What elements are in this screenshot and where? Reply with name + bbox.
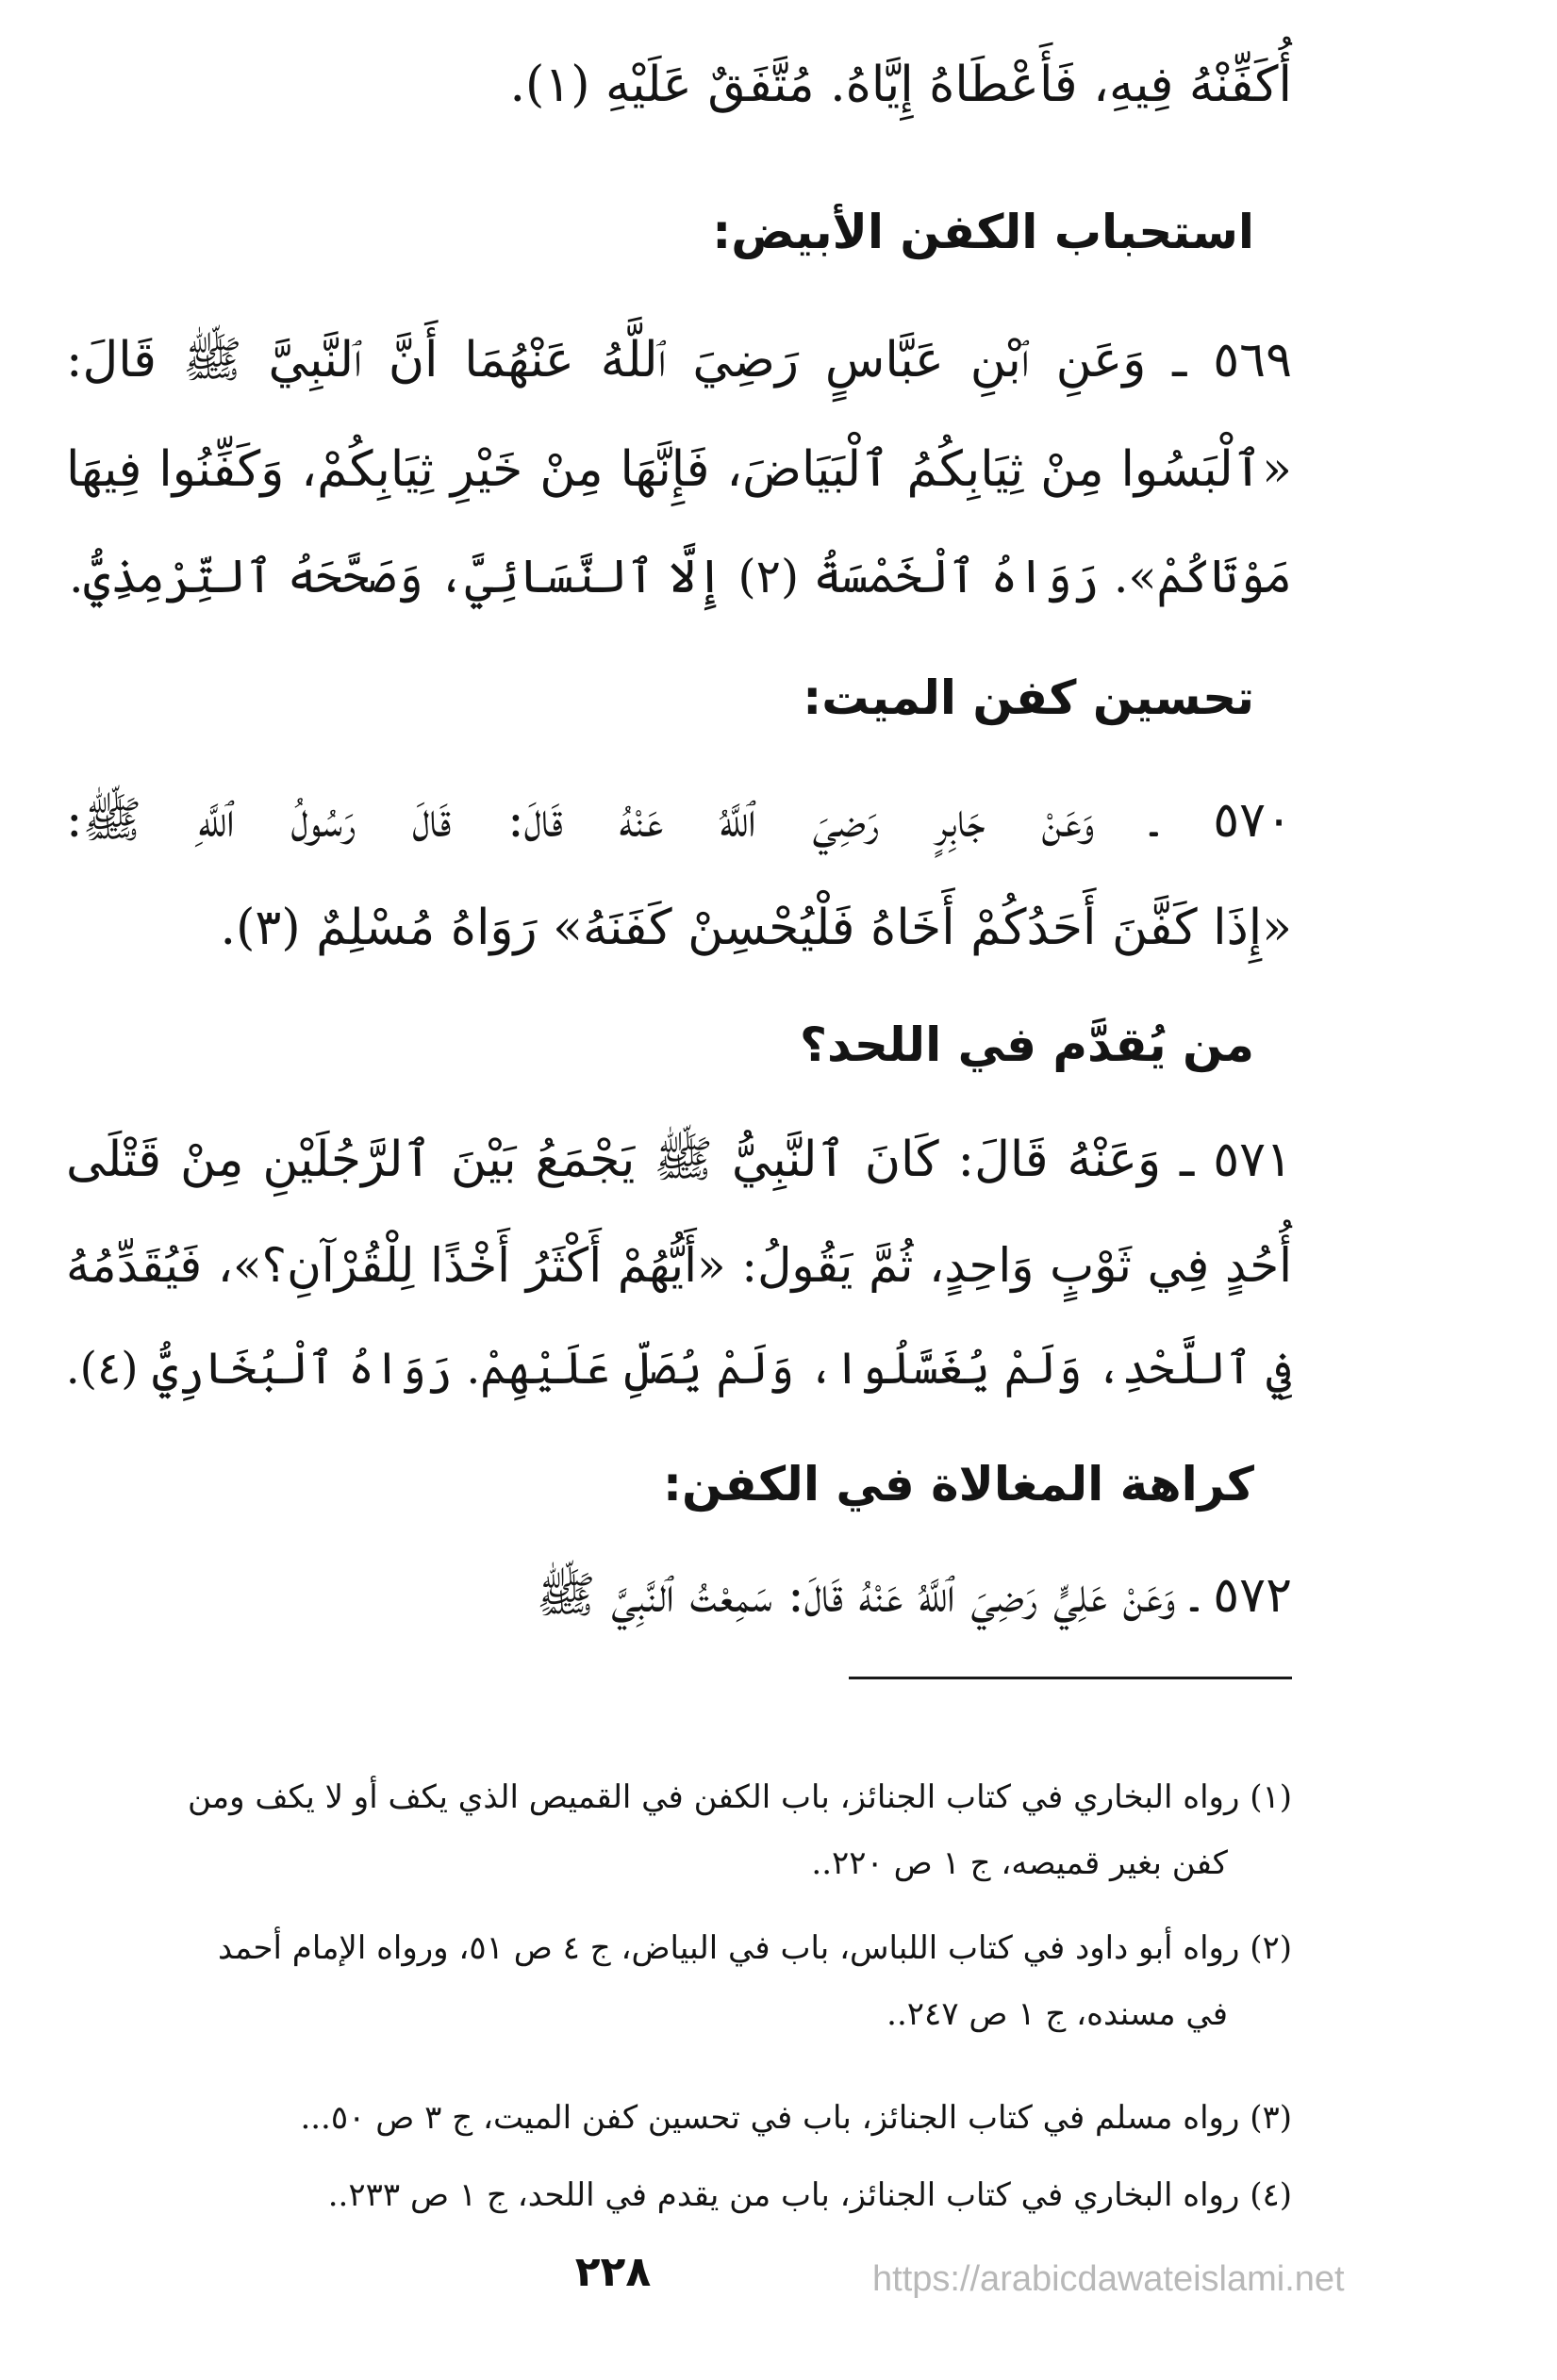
footnote-divider <box>849 1677 1292 1679</box>
text-line: مَوْتَاكُمْ». رَوَاهُ ٱلْخَمْسَةُ (٢) إِلَّا ٱلنَّسَائِيَّ، وَصَحَّحَهُ ٱلتِّرْمِذِيُّ. <box>68 550 1292 603</box>
footnote-3: (٣) رواه مسلم في كتاب الجنائز، باب في تحسين كفن الميت، ج ٣ ص ٥٠... <box>300 2099 1292 2137</box>
page-number: ٢٢٨ <box>574 2248 652 2296</box>
footnote-1-continuation: كفن بغير قميصه، ج ١ ص ٢٢٠.. <box>811 1844 1228 1882</box>
footnote-1: (١) رواه البخاري في كتاب الجنائز، باب الكفن في القميص الذي يكف أو لا يكف ومن <box>188 1778 1292 1816</box>
text-line: أُحُدٍ فِي ثَوْبٍ وَاحِدٍ، ثُمَّ يَقُولُ: «أَيُّهُمْ أَكْثَرُ أَخْذًا لِلْقُرْآنِ؟»، فَيُقَدِّمُهُ <box>66 1238 1292 1293</box>
section-heading: استحباب الكفن الأبيض: <box>712 205 1254 259</box>
footnote-2: (٢) رواه أبو داود في كتاب اللباس، باب في البياض، ج ٤ ص ٥١، ورواه الإمام أحمد <box>218 1929 1292 1967</box>
text-line: فِي ٱللَّحْدِ، وَلَمْ يُغَسَّلُوا، وَلَمْ يُصَلِّ عَلَيْهِمْ. رَوَاهُ ٱلْبُخَارِيُّ (٤). <box>65 1343 1292 1395</box>
text-line: «ٱلْبَسُوا مِنْ ثِيَابِكُمُ ٱلْبَيَاضَ، فَإِنَّهَا مِنْ خَيْرِ ثِيَابِكُمْ، وَكَفِّنُوا فِيهَا <box>66 441 1292 498</box>
text-line: «إِذَا كَفَّنَ أَحَدُكُمْ أَخَاهُ فَلْيُحْسِنْ كَفَنَهُ» رَوَاهُ مُسْلِمٌ (٣). <box>220 900 1292 956</box>
text-line: ٥٦٩ ـ وَعَنِ ٱبْنِ عَبَّاسٍ رَضِيَ ٱللَّهُ عَنْهُمَا أَنَّ ٱلنَّبِيَّ ﷺ قَالَ: <box>66 332 1292 388</box>
footnote-4: (٤) رواه البخاري في كتاب الجنائز، باب من يقدم في اللحد، ج ١ ص ٢٣٣.. <box>327 2176 1292 2214</box>
text-line: ٥٧٢ ـ وَعَنْ عَلِيٍّ رَضِيَ ٱللَّهُ عَنْهُ قَالَ: سَمِعْتُ ٱلنَّبِيَّ ﷺ <box>536 1567 1292 1624</box>
section-heading: من يُقدَّم في اللحد؟ <box>799 1017 1254 1072</box>
text-line: ٥٧٠ ـ وَعَنْ جَابِرٍ رَضِيَ ٱللَّهُ عَنْهُ قَالَ: قَالَ رَسُولُ ٱللَّهِ ﷺ: <box>66 792 1292 849</box>
book-page <box>66 38 1292 2339</box>
section-heading: تحسين كفن الميت: <box>803 670 1254 725</box>
watermark-url: https://arabicdawateislami.net <box>872 2259 1345 2299</box>
text-line: ٥٧١ ـ وَعَنْهُ قَالَ: كَانَ ٱلنَّبِيُّ ﷺ يَجْمَعُ بَيْنَ ٱلرَّجُلَيْنِ مِنْ قَتْلَى <box>66 1132 1292 1188</box>
text-line: أُكَفِّنْهُ فِيهِ، فَأَعْطَاهُ إِيَّاهُ. مُتَّفَقٌ عَلَيْهِ (١). <box>509 57 1292 113</box>
section-heading: كراهة المغالاة في الكفن: <box>662 1457 1254 1512</box>
footnote-2-continuation: في مسنده، ج ١ ص ٢٤٧.. <box>886 1995 1228 2033</box>
